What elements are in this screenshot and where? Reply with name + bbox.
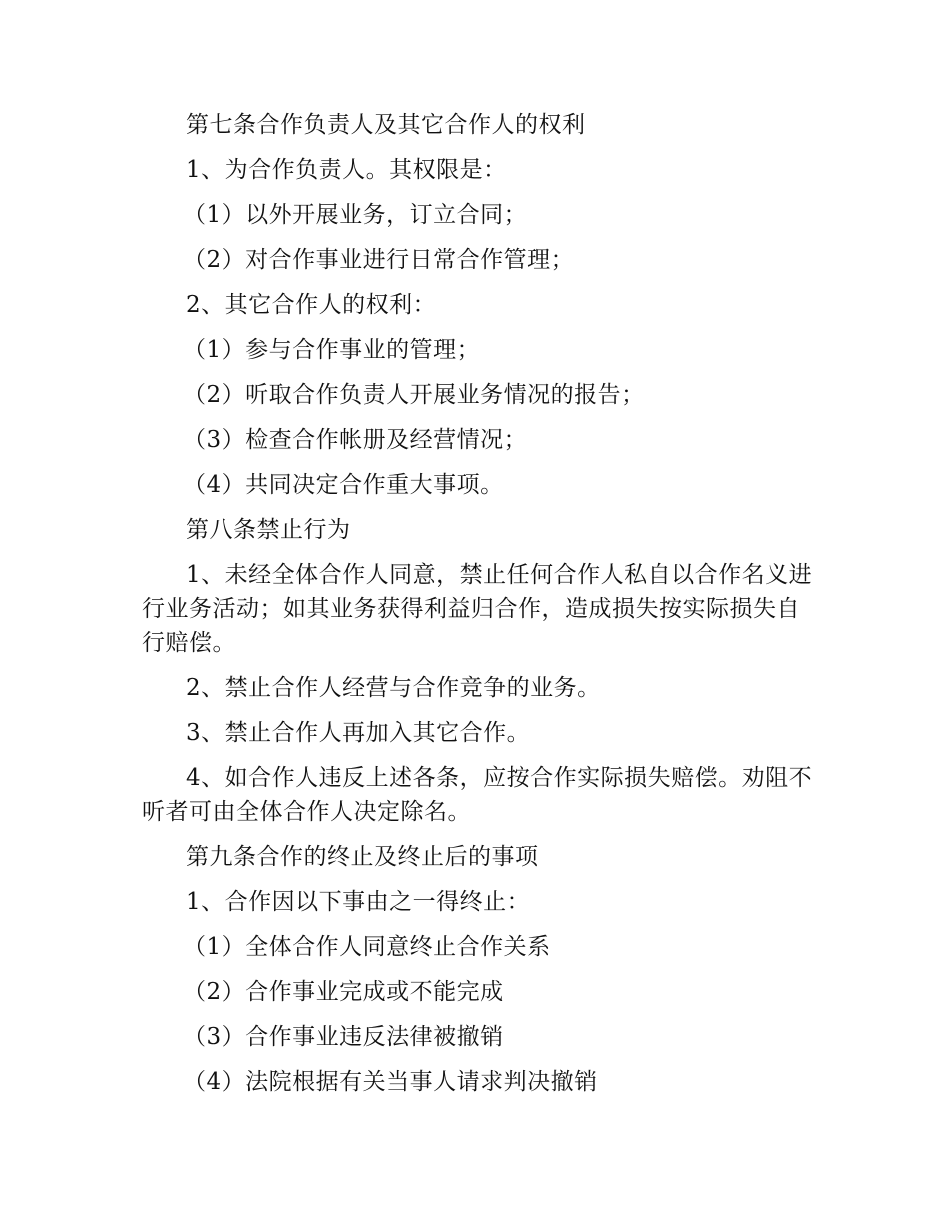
article-7-heading: 第七条合作负责人及其它合作人的权利 — [186, 112, 586, 138]
clause-8-1: 1、未经全体合作人同意，禁止任何合作人私自以合作名义进行业务活动；如其业务获得利益归合作，造成损失按实际损失自行赔偿。 — [142, 562, 813, 656]
clause-7-1-item-1: （1）以外开展业务，订立合同； — [183, 202, 528, 228]
clause-7-2-item-1: （1）参与合作事业的管理； — [183, 337, 481, 363]
clause-9-1-item-1: （1）全体合作人同意终止合作关系 — [183, 934, 551, 960]
clause-9-1-item-3: （3）合作事业违反法律被撤销 — [183, 1024, 504, 1050]
clause-9-1: 1、合作因以下事由之一得终止： — [186, 889, 531, 915]
clause-9-1-item-4: （4）法院根据有关当事人请求判决撤销 — [183, 1069, 598, 1095]
clause-8-3: 3、禁止合作人再加入其它合作。 — [186, 720, 531, 746]
clause-7-2-item-3: （3）检查合作帐册及经营情况； — [183, 427, 528, 453]
clause-8-2: 2、禁止合作人经营与合作竞争的业务。 — [186, 675, 601, 701]
clause-7-2-item-2: （2）听取合作负责人开展业务情况的报告； — [183, 382, 645, 408]
clause-7-1-item-2: （2）对合作事业进行日常合作管理； — [183, 247, 575, 273]
clause-7-2: 2、其它合作人的权利： — [186, 292, 437, 318]
clause-8-4: 4、如合作人违反上述各条，应按合作实际损失赔偿。劝阻不听者可由全体合作人决定除名。 — [142, 765, 813, 825]
document-body — [142, 108, 822, 1110]
clause-9-1-item-2: （2）合作事业完成或不能完成 — [183, 979, 504, 1005]
article-8-heading: 第八条禁止行为 — [186, 517, 351, 543]
clause-7-1: 1、为合作负责人。其权限是： — [186, 157, 507, 183]
article-9-heading: 第九条合作的终止及终止后的事项 — [186, 844, 539, 870]
clause-7-2-item-4: （4）共同决定合作重大事项。 — [183, 472, 504, 498]
